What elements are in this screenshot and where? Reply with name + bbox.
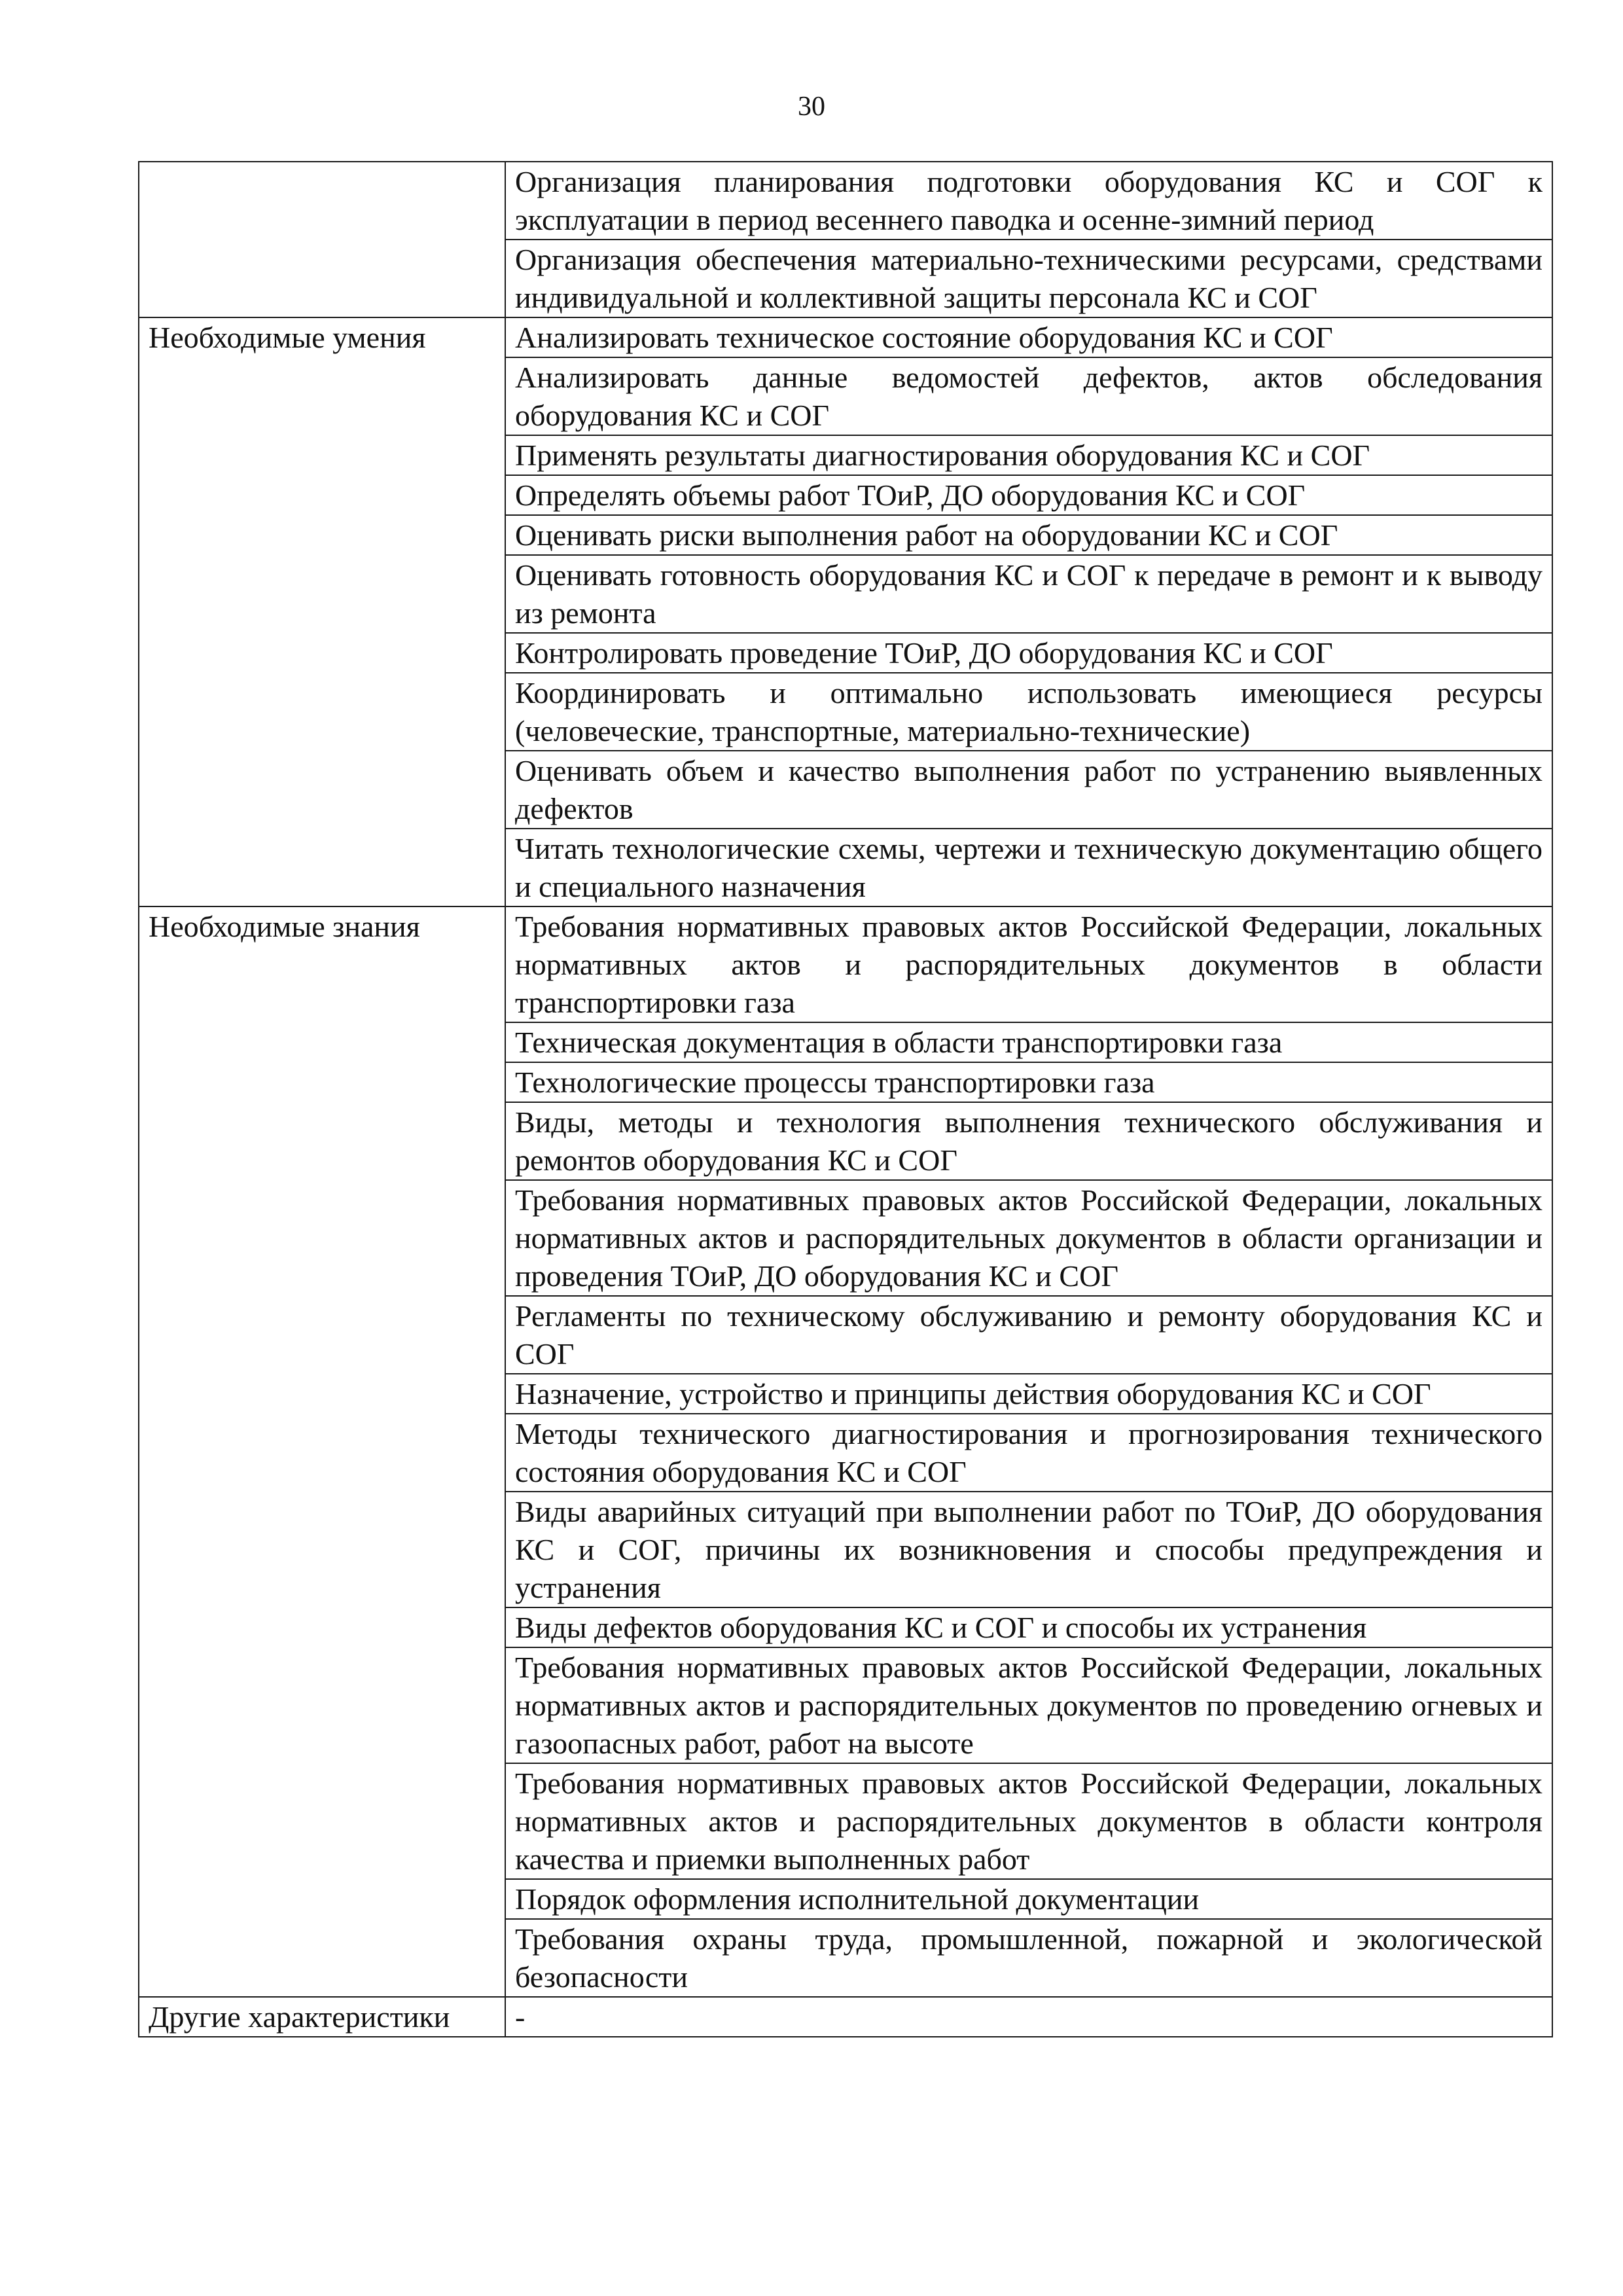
requirement-item: Определять объемы работ ТОиР, ДО оборудования КС и СОГ [505,475,1552,515]
requirement-item: Оценивать готовность оборудования КС и СОГ к передаче в ремонт и к выводу из ремонта [505,555,1552,633]
requirement-item: Технологические процессы транспортировки газа [505,1062,1552,1102]
requirement-item: Контролировать проведение ТОиР, ДО оборудования КС и СОГ [505,633,1552,673]
requirement-item: Порядок оформления исполнительной документации [505,1879,1552,1919]
requirement-item: Требования нормативных правовых актов Российской Федерации, локальных нормативных актов и распорядительных документов в области транспортировки газа [505,906,1552,1022]
section-label: Необходимые умения [139,317,505,906]
requirement-item: Читать технологические схемы, чертежи и техническую документацию общего и специального назначения [505,829,1552,906]
table-row [139,317,1552,357]
requirement-item: Организация обеспечения материально-техническими ресурсами, средствами индивидуальной и коллективной защиты персонала КС и СОГ [505,240,1552,317]
requirement-item: Виды аварийных ситуаций при выполнении работ по ТОиР, ДО оборудования КС и СОГ, причины их возникновения и способы предупреждения и устранения [505,1492,1552,1607]
qualification-table [138,161,1553,2037]
section-label: Необходимые знания [139,906,505,1997]
requirement-item: Требования нормативных правовых актов Российской Федерации, локальных нормативных актов и распорядительных документов по проведению огневых и газоопасных работ, работ на высоте [505,1647,1552,1763]
requirement-item: Требования нормативных правовых актов Российской Федерации, локальных нормативных актов и распорядительных документов в области организации и проведения ТОиР, ДО оборудования КС и СОГ [505,1180,1552,1296]
requirement-item: Виды, методы и технология выполнения технического обслуживания и ремонтов оборудования КС и СОГ [505,1102,1552,1180]
table-row [139,1997,1552,2037]
requirement-item: - [505,1997,1552,2037]
requirement-item: Регламенты по техническому обслуживанию и ремонту оборудования КС и СОГ [505,1296,1552,1374]
requirement-item: Организация планирования подготовки оборудования КС и СОГ к эксплуатации в период весеннего паводка и осенне-зимний период [505,162,1552,240]
requirement-item: Анализировать данные ведомостей дефектов, актов обследования оборудования КС и СОГ [505,357,1552,435]
table-row [139,162,1552,240]
section-label [139,162,505,317]
table-body [139,162,1552,2037]
requirement-item: Требования нормативных правовых актов Российской Федерации, локальных нормативных актов и распорядительных документов в области контроля качества и приемки выполненных работ [505,1763,1552,1879]
page-number: 30 [798,92,825,122]
requirement-item: Оценивать риски выполнения работ на оборудовании КС и СОГ [505,515,1552,555]
requirement-item: Применять результаты диагностирования оборудования КС и СОГ [505,435,1552,475]
requirement-item: Техническая документация в области транспортировки газа [505,1022,1552,1062]
requirement-item: Анализировать техническое состояние оборудования КС и СОГ [505,317,1552,357]
section-label: Другие характеристики [139,1997,505,2037]
requirement-item: Назначение, устройство и принципы действия оборудования КС и СОГ [505,1374,1552,1414]
requirement-item: Виды дефектов оборудования КС и СОГ и способы их устранения [505,1607,1552,1647]
requirement-item: Требования охраны труда, промышленной, пожарной и экологической безопасности [505,1919,1552,1997]
table-row [139,906,1552,1022]
requirement-item: Координировать и оптимально использовать имеющиеся ресурсы (человеческие, транспортные, материально-технические) [505,673,1552,751]
requirement-item: Оценивать объем и качество выполнения работ по устранению выявленных дефектов [505,751,1552,829]
requirement-item: Методы технического диагностирования и прогнозирования технического состояния оборудования КС и СОГ [505,1414,1552,1492]
